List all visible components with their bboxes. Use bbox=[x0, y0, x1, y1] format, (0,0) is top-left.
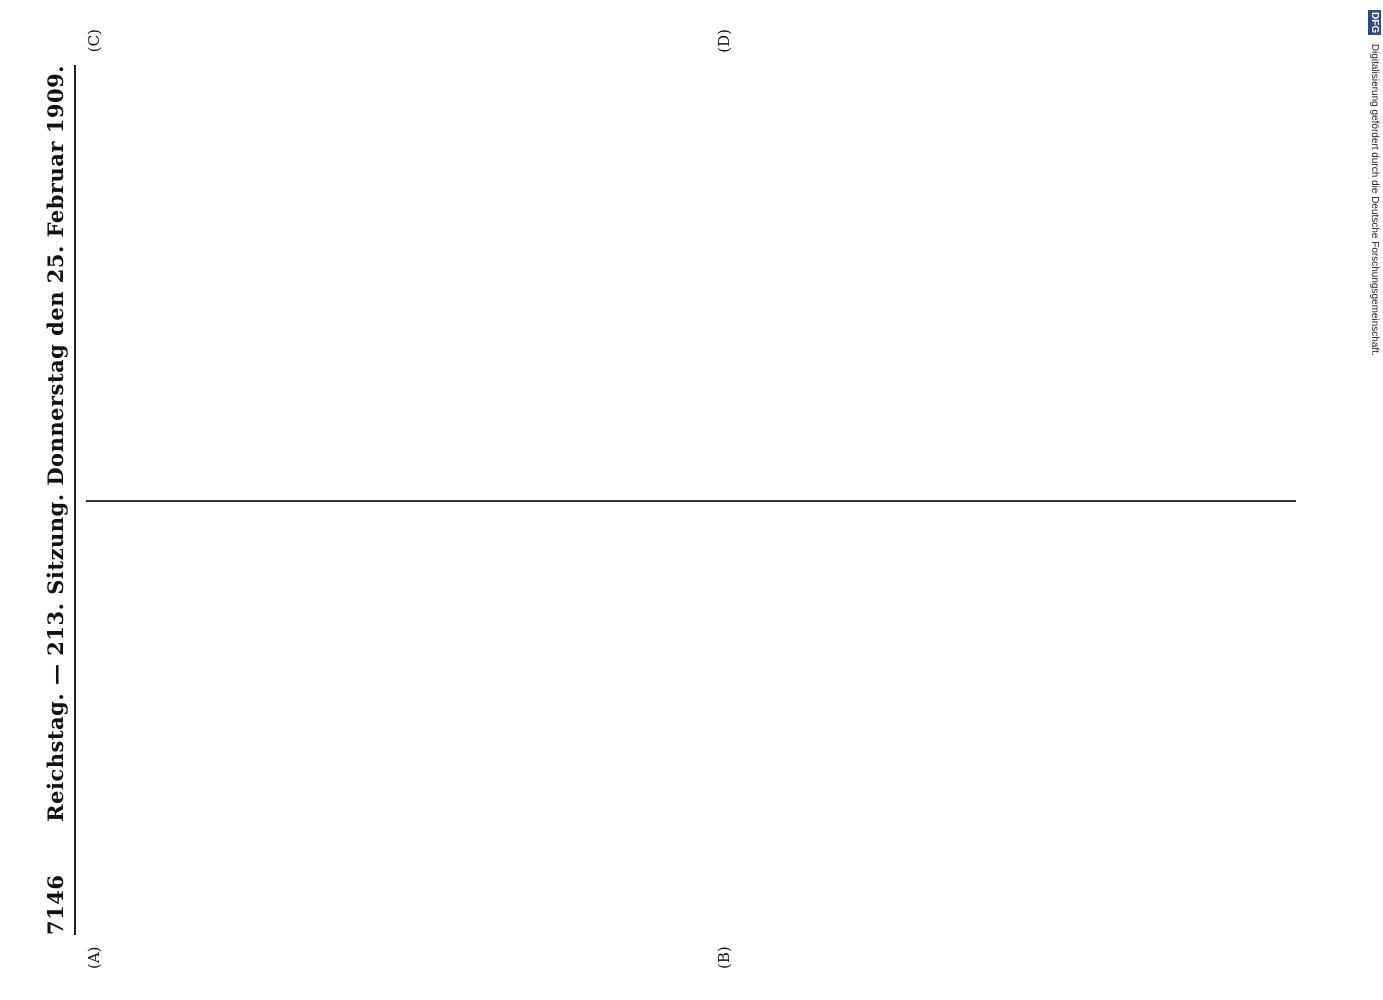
margin-mark-c: (C) bbox=[85, 29, 103, 53]
speech-paragraph bbox=[336, 77, 357, 488]
speech-paragraph bbox=[136, 77, 157, 488]
stage-direction bbox=[363, 514, 384, 923]
speech-paragraph bbox=[165, 514, 186, 923]
page-header bbox=[43, 65, 76, 935]
stage-direction bbox=[161, 77, 182, 488]
stage-direction bbox=[211, 77, 232, 488]
scanned-page-frame bbox=[25, 25, 1325, 975]
right-column bbox=[86, 65, 1296, 500]
stage-direction bbox=[240, 514, 261, 923]
speech-paragraph bbox=[315, 514, 336, 923]
speech-paragraph bbox=[215, 514, 236, 923]
stage-direction bbox=[290, 514, 311, 923]
speech-paragraph bbox=[386, 77, 407, 488]
speech-paragraph bbox=[265, 514, 286, 923]
protocol-page bbox=[25, 25, 1325, 975]
stage-direction bbox=[261, 77, 282, 488]
speech-paragraph bbox=[186, 77, 207, 488]
stage-direction bbox=[361, 77, 382, 488]
speech-paragraph bbox=[236, 77, 257, 488]
stage-direction bbox=[111, 77, 132, 488]
stage-direction bbox=[90, 514, 111, 923]
speech-paragraph bbox=[388, 514, 409, 923]
stage-direction bbox=[311, 77, 332, 488]
speech-paragraph bbox=[115, 514, 136, 923]
margin-mark-d: (D) bbox=[715, 29, 733, 53]
speech-paragraph bbox=[338, 514, 359, 923]
page-number: 7146 bbox=[43, 874, 68, 935]
speech-paragraph bbox=[86, 77, 107, 488]
speech-paragraph bbox=[286, 77, 307, 488]
dfg-logo: DFG bbox=[1369, 12, 1380, 34]
text-columns bbox=[86, 65, 1296, 935]
digitization-note-text: Digitalisierung gefördert durch die Deutsche Forschungsgemeinschaft. bbox=[1369, 43, 1380, 356]
digitization-note bbox=[1368, 10, 1381, 990]
stage-direction bbox=[140, 514, 161, 923]
margin-mark-b: (B) bbox=[715, 946, 733, 969]
left-column bbox=[86, 500, 1296, 935]
margin-mark-a: (A) bbox=[85, 946, 103, 969]
running-title: Reichstag. — 213. Sitzung. Donnerstag den 25. Februar 1909. bbox=[43, 65, 68, 822]
stage-direction bbox=[190, 514, 211, 923]
